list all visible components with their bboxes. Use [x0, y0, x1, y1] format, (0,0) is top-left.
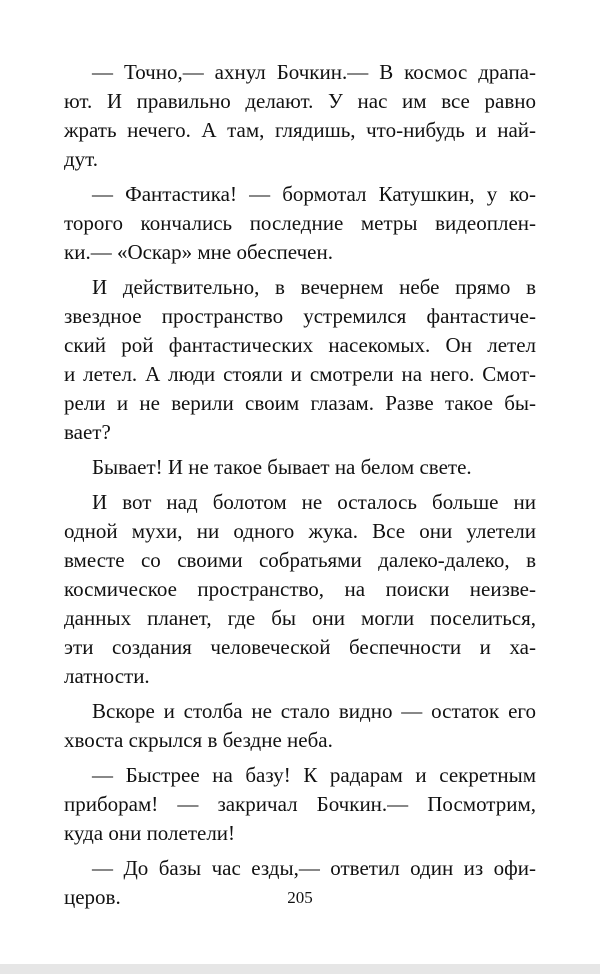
- page-bottom-edge: [0, 964, 600, 974]
- text-line: рели и не верили своим глазам. Разве такое бы-: [64, 391, 536, 415]
- paragraph: [64, 488, 536, 691]
- text-line: и летел. А люди стояли и смотрели на него. Смот-: [64, 362, 536, 386]
- paragraph: [64, 273, 536, 447]
- text-line: И действительно, в вечернем небе прямо в: [92, 275, 536, 299]
- text-line: Вскоре и столба не стало видно — остаток его: [92, 699, 536, 723]
- paragraph: [64, 697, 536, 755]
- text-line: дут.: [64, 147, 99, 171]
- text-line: куда они полетели!: [64, 821, 236, 845]
- text-line: — До базы час езды,— ответил один из офи-: [92, 856, 536, 880]
- text-line: вместе со своими собратьями далеко-далеко, в: [64, 548, 536, 572]
- text-line: — Фантастика! — бормотал Катушкин, у ко-: [92, 182, 536, 206]
- paragraph: [64, 58, 536, 174]
- paragraph: [64, 180, 536, 267]
- text-line: — Быстрее на базу! К радарам и секретным: [92, 763, 536, 787]
- page-number: 205: [287, 888, 313, 907]
- paragraph: [64, 453, 536, 482]
- text-line: жрать нечего. А там, глядишь, что-нибудь и най-: [64, 118, 536, 142]
- text-line: вает?: [64, 420, 111, 444]
- text-line: латности.: [64, 664, 150, 688]
- text-line: И вот над болотом не осталось больше ни: [92, 490, 536, 514]
- text-line: космическое пространство, на поиски неизве-: [64, 577, 536, 601]
- paragraph: [64, 761, 536, 848]
- page-body: [64, 58, 536, 912]
- text-line: — Точно,— ахнул Бочкин.— В космос драпа-: [92, 60, 536, 84]
- text-line: звездное пространство устремился фантастиче-: [64, 304, 536, 328]
- text-line: хвоста скрылся в бездне неба.: [64, 728, 333, 752]
- text-line: Бывает! И не такое бывает на белом свете.: [92, 455, 472, 479]
- text-line: церов.: [64, 885, 121, 909]
- text-line: данных планет, где бы они могли поселиться,: [64, 606, 536, 630]
- text-line: торого кончались последние метры видеоплен-: [64, 211, 536, 235]
- text-line: ки.— «Оскар» мне обеспечен.: [64, 240, 333, 264]
- text-line: одной мухи, ни одного жука. Все они улетели: [64, 519, 536, 543]
- text-line: приборам! — закричал Бочкин.— Посмотрим,: [64, 792, 536, 816]
- text-line: эти создания человеческой беспечности и ха-: [64, 635, 536, 659]
- text-line: ют. И правильно делают. У нас им все равно: [64, 89, 536, 113]
- text-line: ский рой фантастических насекомых. Он летел: [64, 333, 536, 357]
